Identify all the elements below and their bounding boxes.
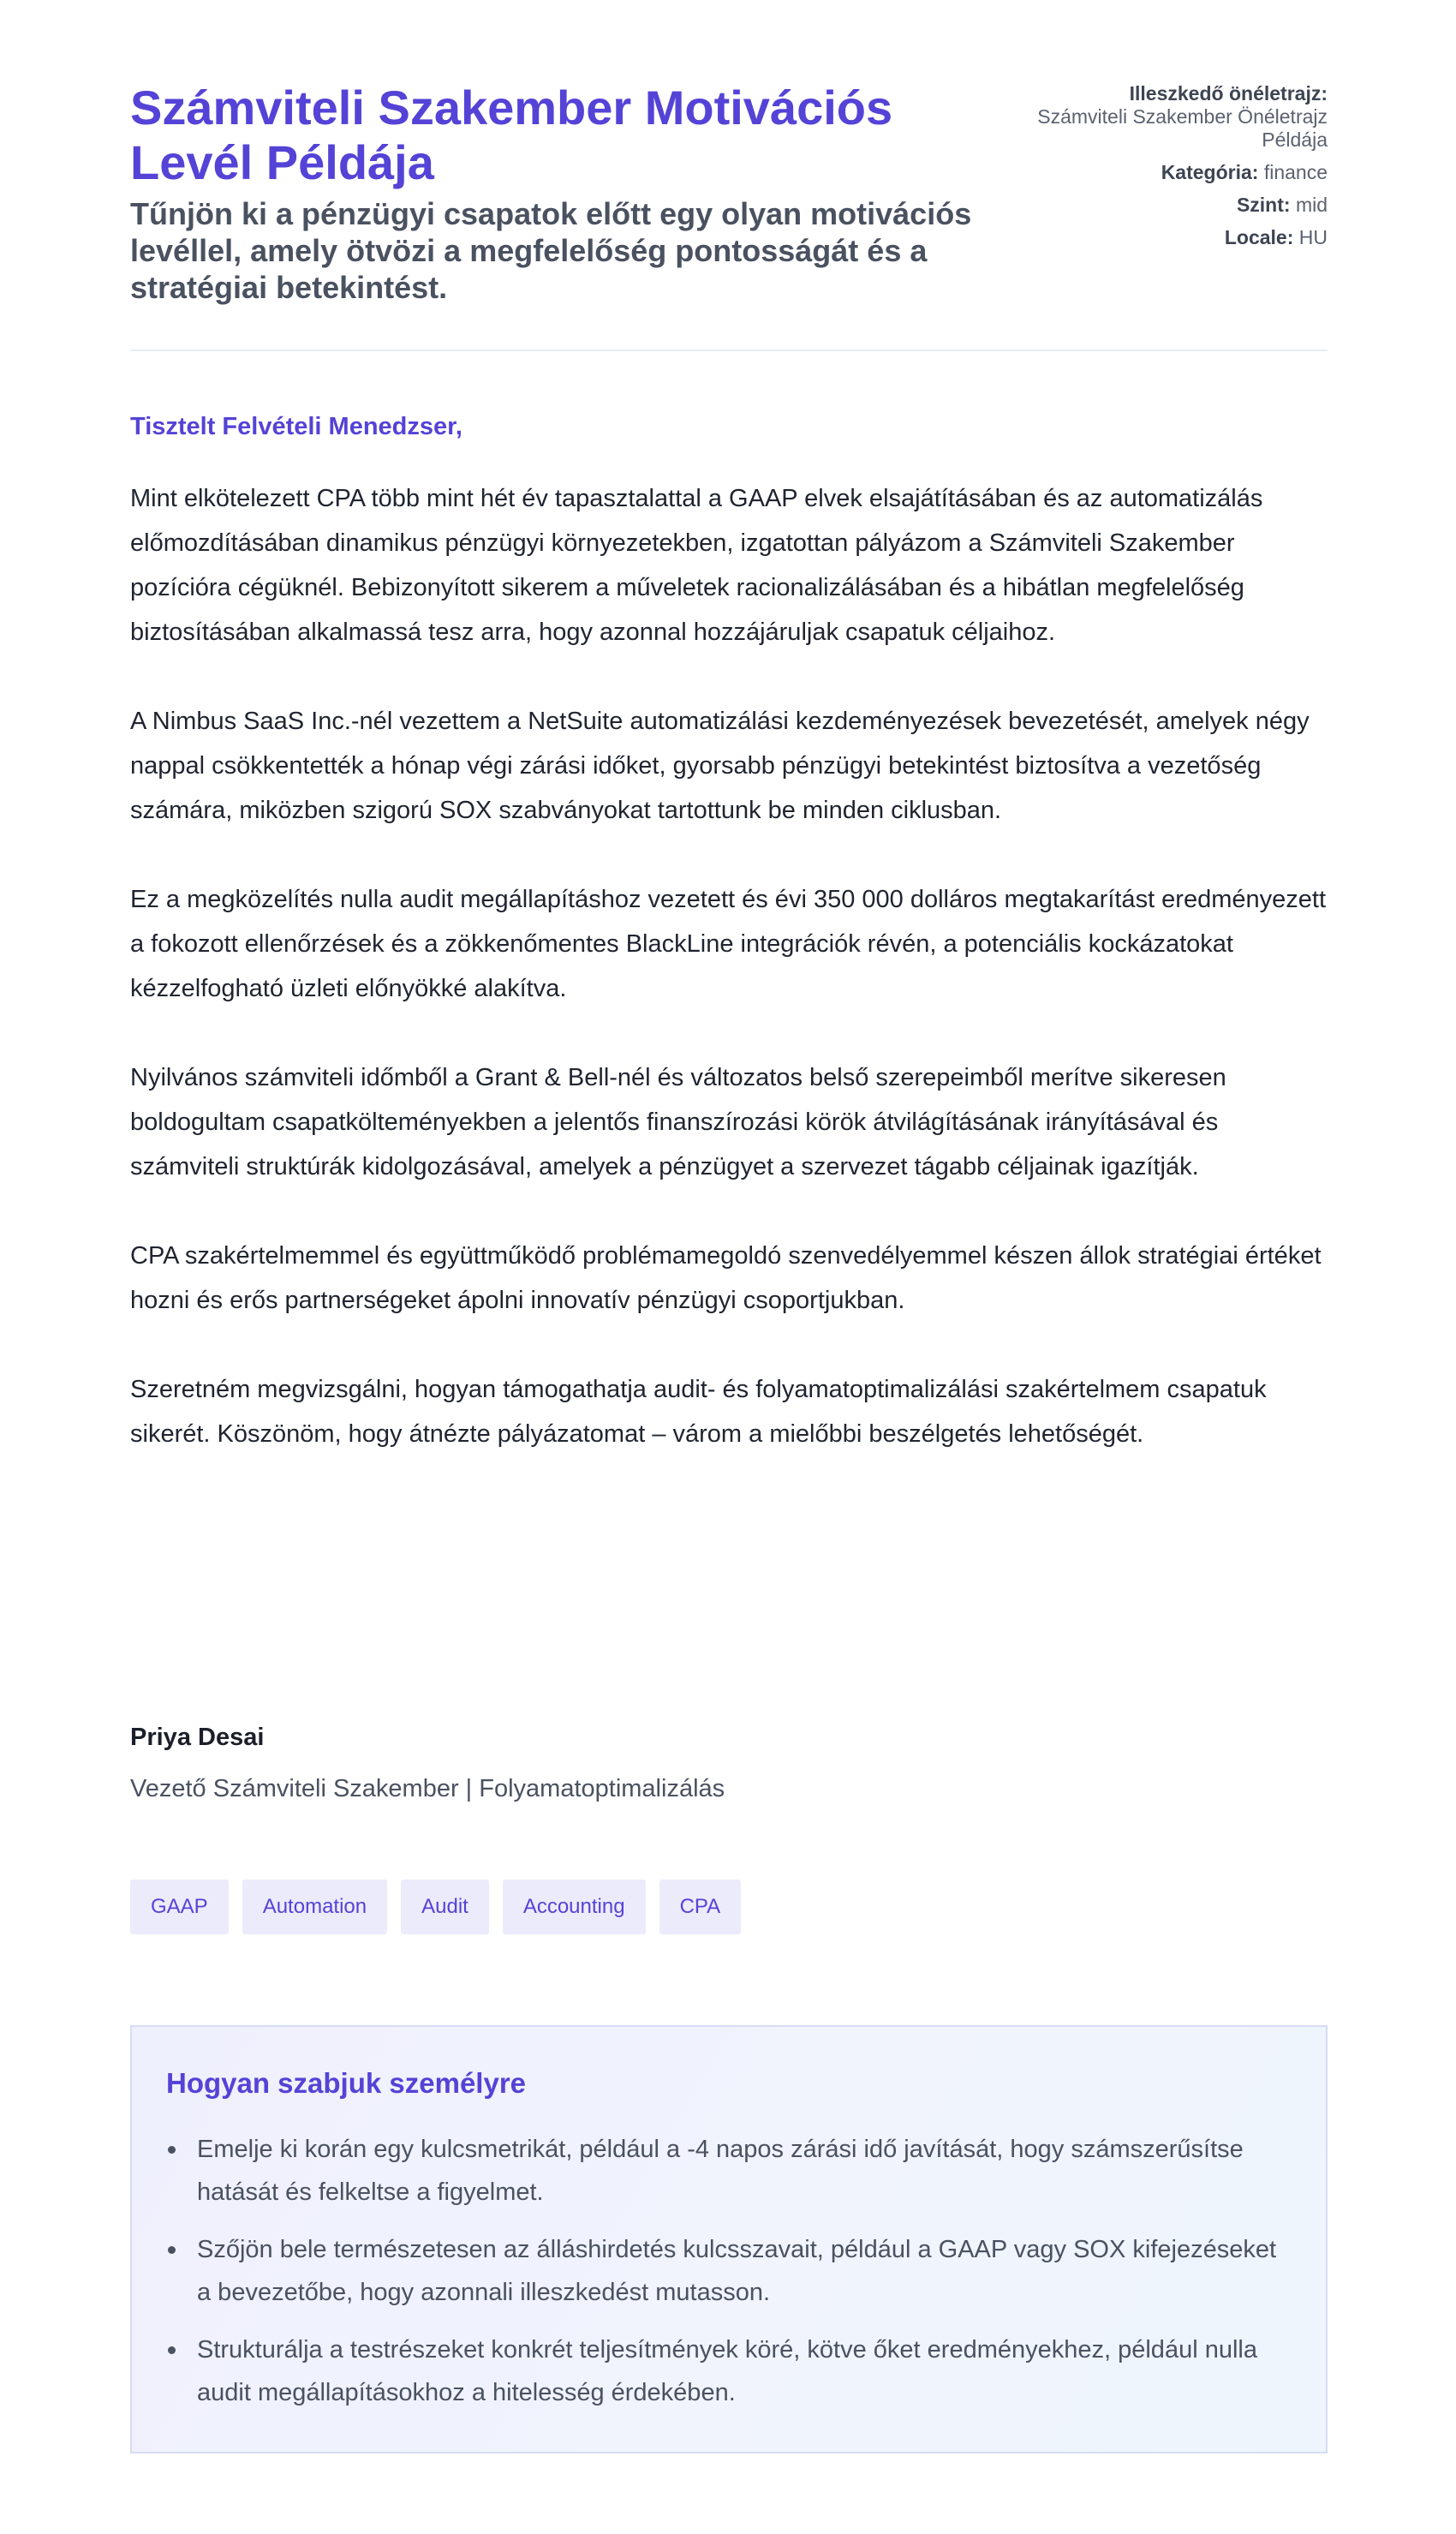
letter-paragraph: Mint elkötelezett CPA több mint hét év tapasztalattal a GAAP elvek elsajátításában és az automatizálás előmozdításában dinamikus pénzügyi környezetekben, izgatottan pályázom a Számviteli Szakember pozícióra cégüknél. Bebizonyított sikerem a műveletek racionalizálásában és a hibátlan megfelelőség biztosításában alkalmassá tesz arra, hogy azonnal hozzájáruljak csapatuk céljaihoz. [130,485,1263,646]
meta-panel [985,82,1328,259]
meta-level-value: mid [1295,194,1328,216]
cover-letter-page [130,0,1328,2406]
meta-resume [985,82,1328,152]
page-title: Számviteli Szakember Motivációs Levél Példája [130,81,893,189]
letter-paragraph: A Nimbus SaaS Inc.-nél vezettem a NetSuite automatizálási kezdeményezések bevezetését, amelyek négy nappal csökkentették a hónap végi zárási időket, gyorsabb pénzügyi betekintést biztosítva a vezetőség számára, miközben szigorú SOX szabványokat tartottunk be minden ciklusban. [130,708,1310,824]
meta-resume-label: Illeszkedő önéletrajz: [1129,82,1328,105]
meta-category [985,161,1328,184]
tag-list [130,1880,741,1934]
tips-list-item [166,2128,1280,2214]
meta-locale [985,226,1328,249]
meta-resume-link[interactable]: Számviteli Szakember Önéletrajz Példája [1037,105,1328,151]
bullet-icon [168,2246,176,2254]
bullet-icon [168,2146,176,2154]
tips-list-item [166,2228,1280,2314]
letter-paragraph: Szeretném megvizsgálni, hogyan támogathatja audit- és folyamatoptimalizálási szakértelmem csapatuk sikerét. Köszönöm, hogy átnézte pályázatomat – várom a mielőbbi beszélgetés lehetőségét. [130,1376,1267,1448]
tag-automation[interactable]: Automation [242,1880,387,1934]
meta-category-label: Kategória: [1161,161,1259,183]
tips-item-text: Strukturálja a testrészeket konkrét teljesítmények köré, kötve őket eredményekhez, például nulla audit megállapításokhoz a hitelesség érdekében. [197,2336,1257,2406]
meta-category-value: finance [1263,161,1328,183]
letter-paragraph: CPA szakértelmemmel és együttműködő problémamegoldó szenvedélyemmel készen állok stratégiai értéket hozni és erős partnerségeket ápolni innovatív pénzügyi csoportjukban. [130,1242,1322,1314]
meta-locale-value: HU [1298,226,1328,248]
meta-level [985,194,1328,217]
tag-accounting[interactable]: Accounting [503,1880,646,1934]
customization-tips-box [130,2025,1328,2453]
letter-greeting: Tisztelt Felvételi Menedzser, [130,413,462,440]
page-header [130,0,1328,351]
meta-locale-label: Locale: [1224,226,1294,248]
letter-paragraph: Ez a megközelítés nulla audit megállapításhoz vezetett és évi 350 000 dolláros megtakarítást eredményezett a fokozott ellenőrzések és a zökkenőmentes BlackLine integrációk révén, a potenciális kockázatokat kézzelfogható üzleti előnyökké alakítva. [130,886,1327,1002]
tag-audit[interactable]: Audit [401,1880,489,1934]
tips-list [166,2128,1280,2429]
meta-level-label: Szint: [1236,194,1291,216]
tips-list-item [166,2328,1280,2414]
letter-paragraph: Nyilvános számviteli időmből a Grant & Bell-nél és változatos belső szerepeimből merítve sikeresen boldogultam csapatkölteményekben a jelentős finanszírozási körök átvilágításának irányításával és számviteli struktúrák kidolgozásával, amelyek a pénzügyet a szervezet tágabb céljainak igazítják. [130,1064,1226,1180]
letter-body [130,476,1328,1501]
tag-gaap[interactable]: GAAP [130,1880,229,1934]
page-subtitle: Tűnjön ki a pénzügyi csapatok előtt egy olyan motivációs levéllel, amely ötvözi a megfelelőség pontosságát és a stratégiai betekintést. [130,196,972,305]
signature-role: Vezető Számviteli Szakember | Folyamatoptimalizálás [130,1775,725,1802]
tips-title: Hogyan szabjuk személyre [166,2067,527,2099]
tag-cpa[interactable]: CPA [659,1880,742,1934]
tips-item-text: Emelje ki korán egy kulcsmetrikát, például a -4 napos zárási idő javítását, hogy számszerűsítse hatását és felkeltse a figyelmet. [197,2136,1244,2206]
signature-name: Priya Desai [130,1724,265,1751]
tips-item-text: Szőjön bele természetesen az álláshirdetés kulcsszavait, például a GAAP vagy SOX kifejezéseket a bevezetőbe, hogy azonnali illeszkedést mutasson. [197,2236,1277,2306]
bullet-icon [168,2346,176,2354]
